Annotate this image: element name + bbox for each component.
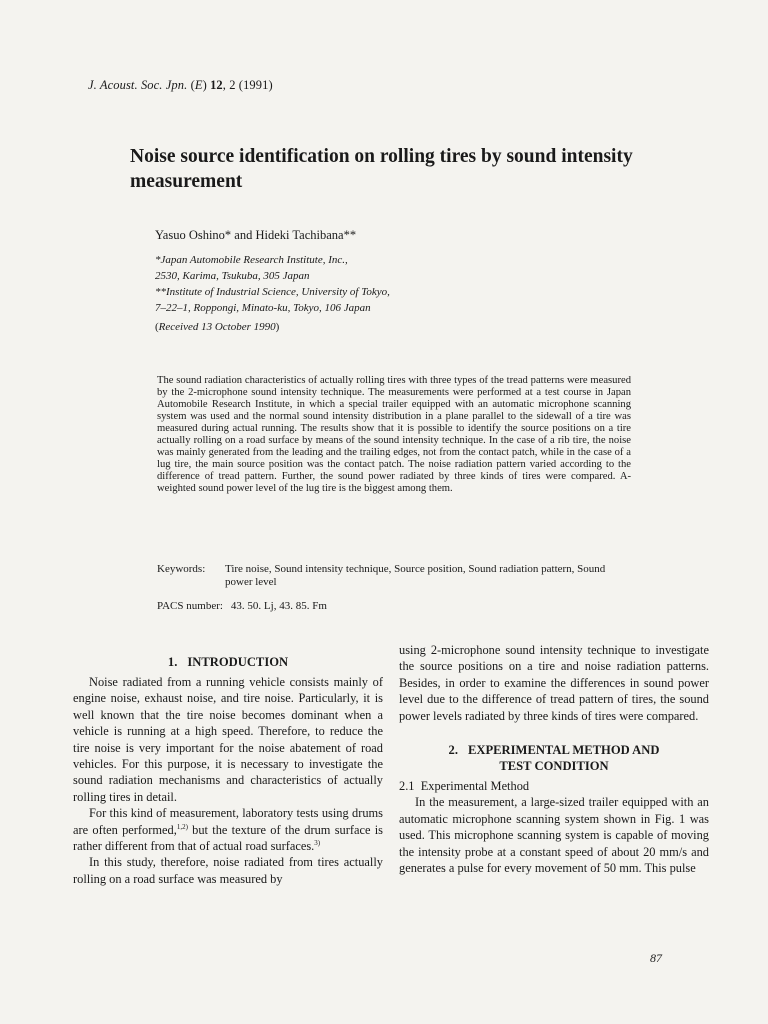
section-heading-introduction [73, 654, 383, 670]
pacs-label: PACS number: [157, 600, 223, 612]
page-number: 87 [650, 951, 662, 965]
right-column [399, 642, 709, 876]
affiliation-line: 7–22–1, Roppongi, Minato-ku, Tokyo, 106 Japan [155, 302, 371, 314]
paragraph: In the measurement, a large-sized trailer equipped with an automatic microphone scanning system shown in Fig. 1 was used. This microphone scanning system is capable of moving the intensity probe at a constant speed of about 20 mm/s and generates a pulse for every movement of 50 mm. This pulse [399, 795, 709, 876]
received-date: (Received 13 October 1990) [155, 321, 280, 333]
section-title: EXPERIMENTAL METHOD AND [467, 743, 660, 758]
pacs-text: 43. 50. Lj, 43. 85. Fm [230, 600, 327, 612]
left-column [73, 654, 383, 887]
section-title-line [399, 742, 709, 758]
keywords [157, 563, 631, 589]
keywords-label: Keywords: [157, 563, 206, 575]
subsection-heading [399, 778, 709, 794]
paper-title: Noise source identification on rolling tires by sound intensity measurement [130, 146, 633, 192]
journal-abbrev: J. Acoust. Soc. Jpn. [88, 78, 188, 92]
section-title: INTRODUCTION [187, 655, 289, 669]
journal-volume: 12 [210, 78, 223, 92]
citation: 1,2) [176, 822, 188, 831]
affiliation-line: *Japan Automobile Research Institute, Inc., [155, 254, 348, 266]
author-list: Yasuo Oshino* and Hideki Tachibana** [155, 228, 357, 242]
paragraph [73, 805, 383, 854]
paragraph: using 2-microphone sound intensity technique to investigate the source positions on a tire and noise radiation patterns. Besides, in order to examine the differences in sound power level due to the difference of tread pattern of tires, the sound power levels radiated by three kinds of tires were compared. [399, 643, 709, 723]
paragraph-text: but the texture of the drum surface is rather different from that of actual road surfaces. [73, 822, 383, 854]
section-number: 1. [167, 655, 178, 669]
affiliation-line: 2530, Karima, Tsukuba, 305 Japan [155, 270, 310, 282]
received-text: Received 13 October 1990 [158, 321, 276, 333]
subsection-number: 2.1 [399, 779, 415, 794]
section-title-line: TEST CONDITION [499, 759, 609, 774]
affiliations [155, 252, 595, 316]
journal-series: (E) [190, 78, 207, 92]
pacs-number [157, 600, 327, 612]
keywords-text: Tire noise, Sound intensity technique, Source position, Sound radiation pattern, Sound power level [225, 563, 606, 588]
affiliation-line: **Institute of Industrial Science, University of Tokyo, [155, 286, 390, 298]
abstract: The sound radiation characteristics of actually rolling tires with three types of the tread patterns were measured by the 2-microphone sound intensity technique. The measurements were performed at a test course in Japan Automobile Research Institute, in which a special trailer equipped with an automatic microphone scanning system was used and the normal sound intensity distribution in a plane parallel to the sidewall of a tire was measured during actual running. The results show that it is possible to identify the source positions on a tire actually rolling on a road surface by means of the sound intensity technique. In the case of a rib tire, the noise was mainly generated from the leading and the trailing edges, not from the contact patch, while in the case of a lug tire, the main source position was the contact patch. The noise radiation pattern varied according to the difference of tread pattern. Further, the sound power radiated by three kinds of tires were compared. A-weighted sound power level of the lug tire is the biggest among them. [157, 375, 631, 494]
journal-reference [88, 78, 273, 93]
section-heading-experimental [399, 742, 709, 774]
paragraph: In this study, therefore, noise radiated from tires actually rolling on a road surface was measured by [73, 855, 383, 886]
paragraph: Noise radiated from a running vehicle consists mainly of engine noise, exhaust noise, and tire noise. Particularly, it is well known that the tire noise becomes dominant when a vehicle is running at a high speed. Therefore, to reduce the tire noise is very important for the noise abatement of road vehicles. For this purpose, it is necessary to investigate the sound radiation mechanisms and characteristics of actually rolling tires in detail. [73, 675, 383, 804]
paragraph-text: For this kind of measurement, laboratory tests using drums are often performed, [73, 806, 383, 837]
citation: 3) [314, 838, 321, 847]
section-number: 2. [448, 743, 458, 758]
subsection-title: Experimental Method [420, 779, 530, 794]
journal-issue-year: , 2 (1991) [222, 78, 273, 92]
